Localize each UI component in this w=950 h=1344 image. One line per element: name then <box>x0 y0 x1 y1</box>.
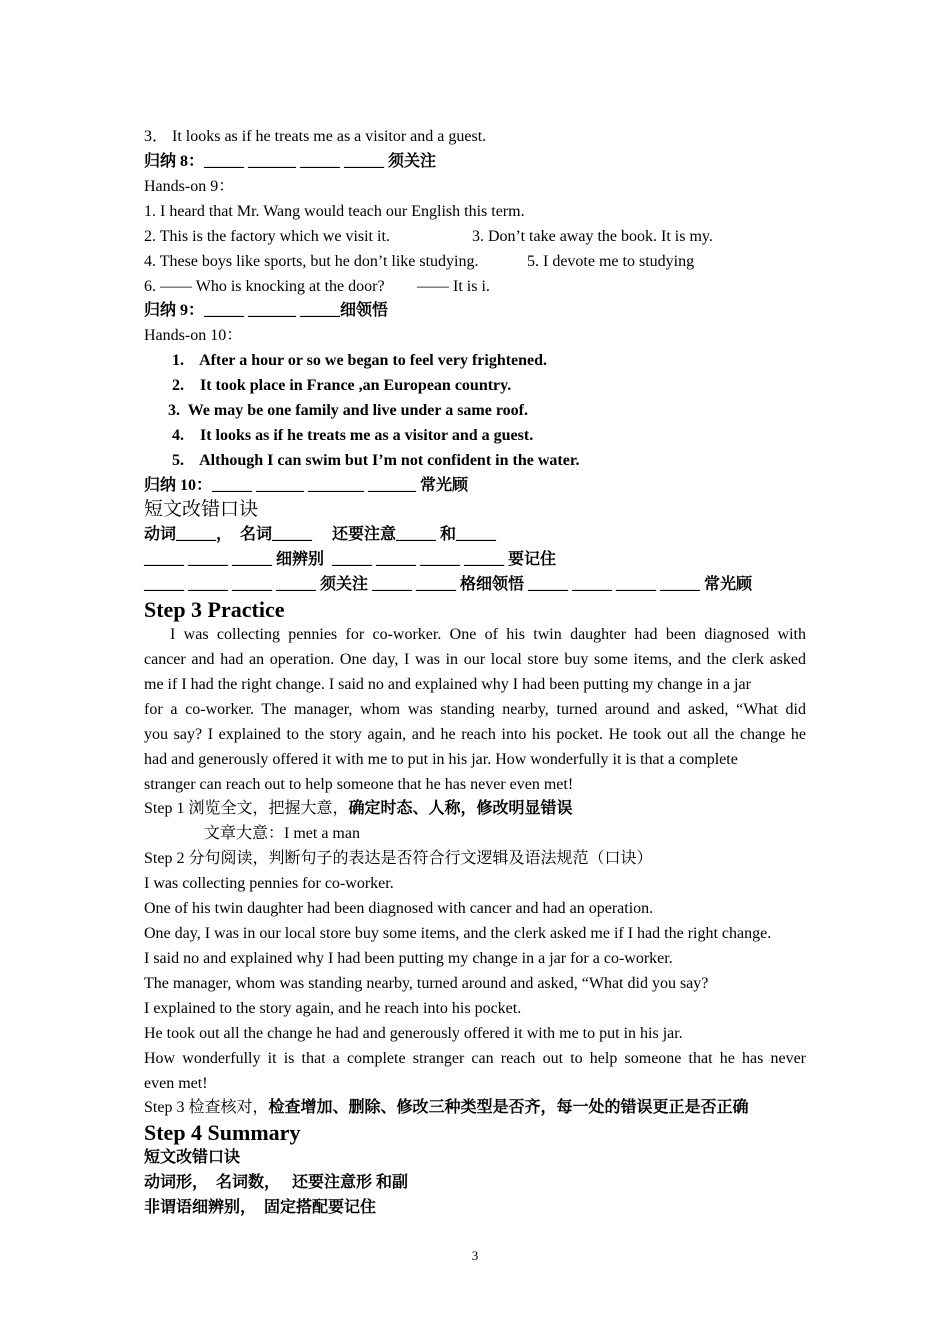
passage-line-2: cancer and had an operation. One day, I was in our local store buy some items, and the clerk asked <box>144 651 806 668</box>
summary-9: 归纳 9：_____ ______ _____细领悟 <box>144 302 389 319</box>
summary-rhyme-line-1: 动词形， 名词数， 还要注意形 和副 <box>144 1174 409 1191</box>
step-3-label: Step 3 检查核对， <box>144 1099 269 1116</box>
rhyme-heading: 短文改错口诀 <box>144 499 259 520</box>
hands-on-10-item-1: 1. After a hour or so we began to feel very frightened. <box>172 352 548 369</box>
step-1-emphasis: 确定时态、人称，修改明显错误 <box>348 800 573 817</box>
sentence-7: He took out all the change he had and generously offered it with me to put in his jar. <box>144 1025 683 1042</box>
page-number: 3 <box>471 1248 479 1263</box>
main-idea: 文章大意：I met a man <box>204 825 360 842</box>
hands-on-9-item-3: 3. Don’t take away the book. It is my. <box>472 228 713 245</box>
step-1-line <box>144 799 572 819</box>
sentence-4: I said no and explained why I had been putting my change in a jar for a co-worker. <box>144 950 673 967</box>
step-2-line: Step 2 分句阅读，判断句子的表达是否符合行文逻辑及语法规范（口诀） <box>144 850 653 867</box>
summary-10: 归纳 10：_____ ______ _______ ______ 常光顾 <box>144 477 469 494</box>
sentence-2: One of his twin daughter had been diagnosed with cancer and had an operation. <box>144 900 654 917</box>
sentence-6: I explained to the story again, and he reach into his pocket. <box>144 1000 522 1017</box>
rhyme-line-1: 动词_____， 名词_____ 还要注意_____ 和_____ <box>144 526 497 543</box>
hands-on-10-item-4: 4. It looks as if he treats me as a visitor and a guest. <box>172 427 534 444</box>
hands-on-9-item-1: 1. I heard that Mr. Wang would teach our English this term. <box>144 203 525 220</box>
hands-on-9-item-4: 4. These boys like sports, but he don’t like studying. <box>144 253 479 270</box>
step-3-emphasis: 检查增加、删除、修改三种类型是否齐，每一处的错误更正是否正确 <box>268 1099 749 1116</box>
summary-rhyme-line-2: 非谓语细辨别， 固定搭配要记住 <box>144 1199 377 1216</box>
step-4-heading: Step 4 Summary <box>144 1120 301 1145</box>
sentence-8a: How wonderfully it is that a complete stranger can reach out to help someone that he has never <box>144 1050 806 1067</box>
passage-line-3: me if I had the right change. I said no and explained why I had been putting my change in a jar <box>144 676 751 693</box>
hands-on-9-item-6a: 6. —— Who is knocking at the door? <box>144 278 385 295</box>
step-3-line <box>144 1098 748 1118</box>
line-item-3: 3． It looks as if he treats me as a visitor and a guest. <box>144 128 487 145</box>
passage-line-6: had and generously offered it with me to put in his jar. How wonderfully it is that a complete <box>144 751 738 768</box>
rhyme-line-2: _____ _____ _____ 细辨别 _____ _____ _____ _____ 要记住 <box>144 551 557 568</box>
step-3-heading: Step 3 Practice <box>144 597 285 622</box>
hands-on-9-heading: Hands-on 9： <box>144 178 235 195</box>
passage-line-5: you say? I explained to the story again, and he reach into his pocket. He took out all the change he <box>144 726 806 743</box>
passage-line-7: stranger can reach out to help someone that he has never even met! <box>144 776 574 793</box>
rhyme-line-3: _____ _____ _____ _____ 须关注 _____ _____ 格细领悟 _____ _____ _____ _____ 常光顾 <box>144 576 753 593</box>
hands-on-10-item-5: 5. Although I can swim but I’m not confident in the water. <box>172 452 580 469</box>
sentence-3: One day, I was in our local store buy some items, and the clerk asked me if I had the right change. <box>144 925 772 942</box>
hands-on-9-item-6b: —— It is i. <box>417 278 490 295</box>
passage-line-1: I was collecting pennies for co-worker. One of his twin daughter had been diagnosed with <box>170 626 806 643</box>
summary-rhyme-heading: 短文改错口诀 <box>144 1149 241 1166</box>
step-1-label: Step 1 浏览全文，把握大意， <box>144 800 349 817</box>
sentence-8b: even met! <box>144 1075 208 1092</box>
hands-on-10-item-3: 3. We may be one family and live under a same roof. <box>168 402 528 419</box>
hands-on-10-item-2: 2. It took place in France ,an European country. <box>172 377 512 394</box>
summary-8: 归纳 8：_____ ______ _____ _____ 须关注 <box>144 153 437 170</box>
passage-line-4: for a co-worker. The manager, whom was standing nearby, turned around and asked, “What did <box>144 701 806 718</box>
hands-on-10-heading: Hands-on 10： <box>144 327 243 344</box>
hands-on-9-item-2: 2. This is the factory which we visit it. <box>144 228 390 245</box>
hands-on-9-item-5: 5. I devote me to studying <box>527 253 695 270</box>
sentence-1: I was collecting pennies for co-worker. <box>144 875 394 892</box>
sentence-5: The manager, whom was standing nearby, turned around and asked, “What did you say? <box>144 975 709 992</box>
